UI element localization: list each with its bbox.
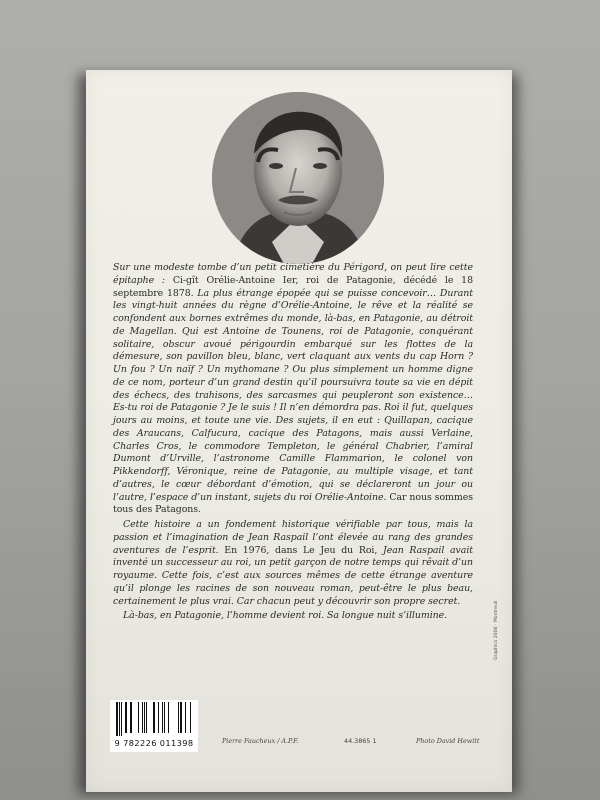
author-portrait (212, 92, 384, 264)
blurb-text: Jean Raspail avait inventé un successeur au roi, un petit garçon de notre temps qui rêvait d’un royaume. Cette fois, c’est aux sources mêmes de cette étrange aventure qu’il plonge les racines de son nouveau roman, peut-être le plus beau, certainement le plus vrai. Car chacun peut y découvrir son propre secret. (113, 544, 474, 607)
barcode-bar (138, 702, 139, 733)
isbn-barcode (110, 700, 198, 752)
barcode-bar (130, 702, 132, 733)
blurb-text: En 1976, dans (224, 544, 303, 556)
barcode-bar (180, 702, 182, 733)
blurb-paragraph (113, 610, 473, 623)
blurb-text: Là-bas, en Patagonie, l’homme devient roi. Sa longue nuit s’illumine. (123, 610, 448, 622)
barcode-bar (125, 702, 127, 733)
barcode-bar (144, 702, 145, 733)
author-portrait-photo (212, 92, 384, 264)
blurb-text: Le Jeu du Roi, (302, 544, 383, 556)
blurb-text: Cette histoire a un fondement historique vérifiable par tous, mais la passion et l’imagination de Jean Raspail l’ont élevée au rang des grandes aventures de l’esprit. (113, 519, 473, 556)
vertical-credit: Graphics 2006 · Montreuil (494, 600, 499, 660)
barcode-bar (168, 702, 169, 733)
back-cover-blurb (113, 262, 473, 623)
blurb-text: Car nous sommes tous des Patagons. (113, 491, 473, 516)
barcode-bar (116, 702, 118, 736)
barcode-bar (119, 702, 120, 736)
blurb-text: La plus étrange épopée qui se puisse concevoir… Durant les vingt-huit années du règne d’Orélie-Antoine, le rêve et la réalité se confondent aux bornes extrêmes du monde, là-bas, en Patagonie, au détroit de Magellan. Qui est Antoine de Tounens, roi de Patagonie, conquérant solitaire, obscur avoué périgourdin embarqué sur les flottes de la démesure, son pavillon bleu, blanc, vert claquant aux vents du cap Horn ? Un fou ? Un naïf ? Un mythomane ? Ou plus simplement un homme digne de ce nom, porteur d’un grand destin qu’il poursuivra toute sa vie en dépit des échecs, des trahisons, des sarcasmes qui peupleront son existence… Es-tu roi de Patagonie ? Je le suis ! Il n’en démordra pas. Roi il fut, quelques jours au moins, et toute une vie. Des sujets, il en eut : Quillapan, cacique des Araucans, Calfucura, cacique des Patagons, mais aussi Verlaine, Charles Cros, le commodore Templeton, le général Chabrier, l’amiral Dumont d’Urville, l’astronome Camille Flammarion, le colonel von Pikkendorff, Véronique, reine de Patagonie, au multiple visage, et tant d’autres, le cœur débordant d’émotion, qui se déclareront un jour ou l’autre, l’espace d’un instant, sujets du roi Orélie-Antoine. (113, 287, 473, 503)
isbn-number: 9 782226 011398 (114, 738, 194, 748)
blurb-paragraph (113, 519, 473, 608)
barcode-bar (146, 702, 147, 733)
barcode-bar (164, 702, 165, 733)
blurb-text: Sur une modeste tombe d’un petit cimetière du Périgord, on peut lire cette épitaphe : (113, 262, 473, 286)
barcode-bar (162, 702, 163, 733)
barcode-bar (158, 702, 159, 733)
barcode-bar (185, 702, 186, 733)
designer-credit: Pierre Faucheux / A.P.F. (222, 737, 299, 745)
barcode-bars (114, 702, 194, 736)
catalog-code: 44.3865 1 (344, 737, 377, 745)
blurb-paragraph (113, 262, 473, 517)
barcode-bar (153, 702, 155, 733)
barcode-bar (190, 702, 191, 733)
barcode-bar (121, 702, 122, 736)
photo-credit: Photo David Hewitt (416, 737, 480, 745)
blurb-text: Ci-gît Orélie-Antoine Ier, roi de Patagonie, décédé le 18 septembre 1878. (113, 274, 473, 299)
barcode-bar (178, 702, 179, 733)
barcode-bar (142, 702, 143, 733)
